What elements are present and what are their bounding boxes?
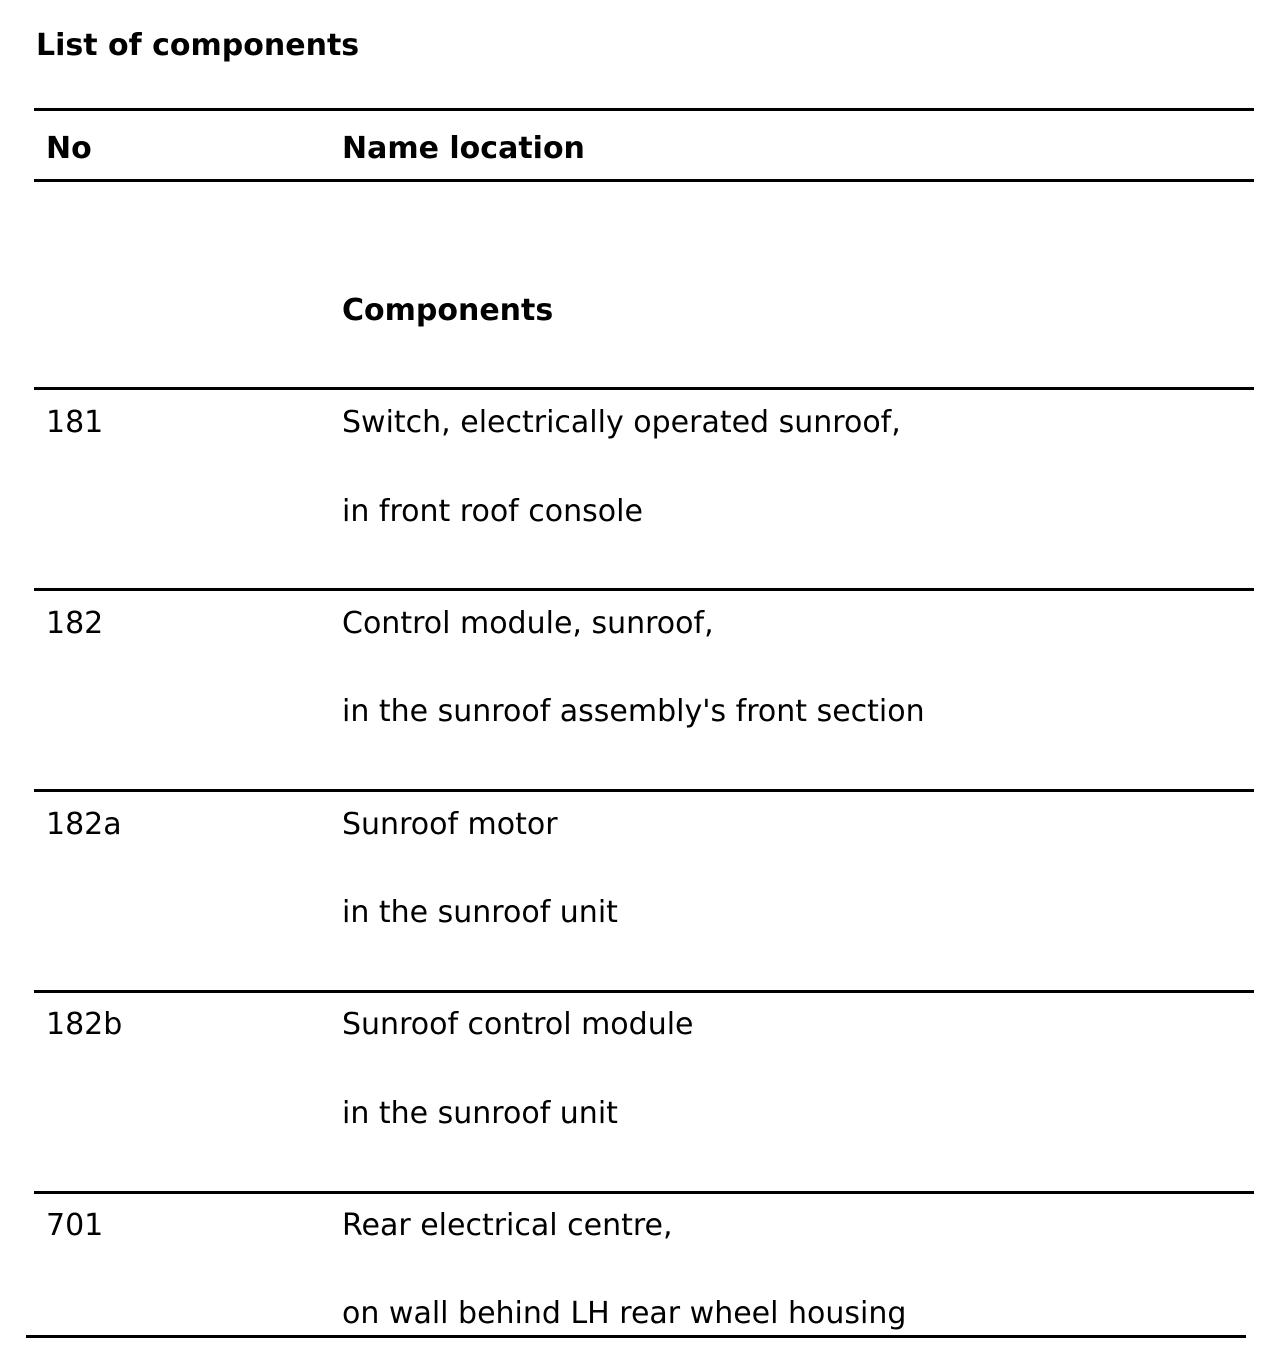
component-location: in front roof console (342, 494, 643, 529)
component-number: 182b (46, 1007, 123, 1042)
row-divider (34, 789, 1254, 792)
component-location: on wall behind LH rear wheel housing (342, 1296, 907, 1331)
row-divider (34, 588, 1254, 591)
component-name: Switch, electrically operated sunroof, (342, 405, 901, 440)
component-location: in the sunroof assembly's front section (342, 694, 925, 729)
component-number: 182 (46, 606, 104, 641)
component-name: Rear electrical centre, (342, 1208, 673, 1243)
row-divider (34, 387, 1254, 390)
column-header-no: No (46, 131, 92, 166)
section-heading: Components (342, 293, 554, 328)
component-number: 181 (46, 405, 104, 440)
component-number: 182a (46, 807, 122, 842)
row-divider (34, 1191, 1254, 1194)
column-header-name-location: Name location (342, 131, 585, 166)
component-name: Sunroof motor (342, 807, 558, 842)
component-location: in the sunroof unit (342, 895, 618, 930)
table-bottom-rule (26, 1335, 1246, 1338)
component-number: 701 (46, 1208, 104, 1243)
component-name: Control module, sunroof, (342, 606, 714, 641)
header-bottom-rule (34, 179, 1254, 182)
row-divider (34, 990, 1254, 993)
table-top-rule (34, 108, 1254, 111)
component-name: Sunroof control module (342, 1007, 694, 1042)
document-title: List of components (36, 28, 360, 63)
component-location: in the sunroof unit (342, 1096, 618, 1131)
